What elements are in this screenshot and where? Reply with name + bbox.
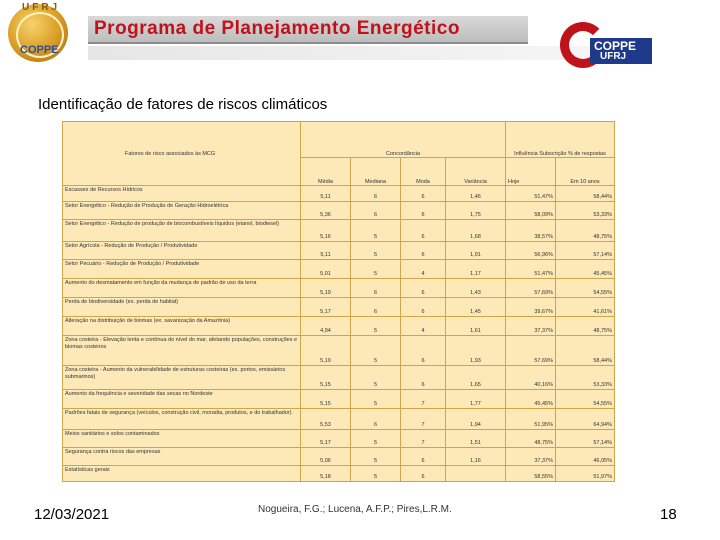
hoje-value: 56,96% — [506, 241, 556, 259]
hoje-value: 51,95% — [506, 408, 556, 429]
table-row — [63, 365, 615, 389]
variancia-header: Variância — [446, 158, 506, 186]
factor-label: Aumento do desmatamento em função da mudança de padrão de uso da terra — [63, 278, 301, 297]
table-row — [63, 297, 615, 316]
variancia-value: 1,45 — [446, 297, 506, 316]
table-row — [63, 465, 615, 481]
media-value: 5,11 — [301, 186, 351, 202]
title-bar — [88, 16, 528, 44]
hoje-value: 48,75% — [506, 430, 556, 448]
media-value: 5,01 — [301, 260, 351, 278]
moda-value: 4 — [401, 317, 446, 336]
mediana-value: 5 — [351, 219, 401, 241]
risk-factors-table — [62, 121, 615, 482]
media-value: 4,94 — [301, 317, 351, 336]
mediana-value: 6 — [351, 202, 401, 219]
media-value: 5,19 — [301, 278, 351, 297]
media-value: 5,18 — [301, 465, 351, 481]
mediana-value: 5 — [351, 317, 401, 336]
factor-label: Segurança contra riscos das empresas — [63, 448, 301, 465]
hoje-value: 58,09% — [506, 202, 556, 219]
variancia-value: 1,77 — [446, 390, 506, 408]
variancia-value: 1,61 — [446, 317, 506, 336]
header-banner — [0, 0, 720, 92]
variancia-value: 1,75 — [446, 202, 506, 219]
hoje-value: 51,47% — [506, 260, 556, 278]
factor-label: Setor Agrícola - Redução de Produção / Produtividade — [63, 241, 301, 259]
mediana-value: 6 — [351, 278, 401, 297]
em-10-anos-value: 54,55% — [556, 278, 615, 297]
mediana-value: 5 — [351, 465, 401, 481]
coppe-logo-box — [590, 38, 652, 64]
factor-label: Perda de biodiversidade (ex. perda de habitat) — [63, 297, 301, 316]
moda-value: 7 — [401, 430, 446, 448]
table-row — [63, 219, 615, 241]
concordancia-header: Concordância — [301, 122, 506, 158]
mediana-value: 5 — [351, 336, 401, 365]
em-10-anos-value: 46,05% — [556, 448, 615, 465]
em-10-anos-value: 64,94% — [556, 408, 615, 429]
em-10-anos-value: 58,44% — [556, 186, 615, 202]
media-value: 5,36 — [301, 202, 351, 219]
logo-left-top-text: UFRJ — [22, 2, 61, 13]
factor-label: Aumento da frequência e severidade das secas no Nordeste — [63, 390, 301, 408]
factor-label: Padrões fatais de segurança (veículos, construção civil, moradia, produtos, e do trabalhador) — [63, 408, 301, 429]
page-number: 18 — [660, 506, 677, 523]
moda-value: 6 — [401, 202, 446, 219]
media-value: 5,15 — [301, 365, 351, 389]
media-value: 5,17 — [301, 430, 351, 448]
variancia-value: 1,68 — [446, 219, 506, 241]
media-value: 5,11 — [301, 241, 351, 259]
factor-label: Setor Pecuário - Redução de Produção / Produtividade — [63, 260, 301, 278]
hoje-value: 45,45% — [506, 390, 556, 408]
factor-label: Setor Energético - Redução de Produção de Geração Hidroelétrica — [63, 202, 301, 219]
media-header: Média — [301, 158, 351, 186]
mediana-value: 5 — [351, 448, 401, 465]
variancia-value: 1,43 — [446, 278, 506, 297]
coppe-logo-sub: UFRJ — [600, 51, 627, 62]
hoje-value: 57,69% — [506, 278, 556, 297]
media-value: 5,06 — [301, 448, 351, 465]
hoje-value: 37,37% — [506, 448, 556, 465]
moda-value: 6 — [401, 278, 446, 297]
variancia-value: 1,94 — [446, 408, 506, 429]
table-row — [63, 186, 615, 202]
mediana-header: Mediana — [351, 158, 401, 186]
influencia-header: Influência Subscrição % de respostas — [506, 122, 615, 158]
em-10-anos-value: 53,33% — [556, 365, 615, 389]
hoje-value: 39,67% — [506, 297, 556, 316]
em-10-anos-value: 53,33% — [556, 202, 615, 219]
variancia-value: 1,17 — [446, 260, 506, 278]
mediana-value: 6 — [351, 186, 401, 202]
factor-label: Alteração na distribuição de biomas (ex. savanização da Amazônia) — [63, 317, 301, 336]
mediana-value: 5 — [351, 430, 401, 448]
moda-header: Moda — [401, 158, 446, 186]
em-10-anos-value: 48,75% — [556, 317, 615, 336]
variancia-value: 1,65 — [446, 365, 506, 389]
table-row — [63, 448, 615, 465]
hoje-value: 38,57% — [506, 219, 556, 241]
media-value: 5,16 — [301, 219, 351, 241]
mediana-value: 6 — [351, 408, 401, 429]
hoje-value: 37,37% — [506, 317, 556, 336]
variancia-value — [446, 465, 506, 481]
mediana-value: 5 — [351, 365, 401, 389]
moda-value: 6 — [401, 448, 446, 465]
coppe-ufrj-logo — [560, 22, 660, 84]
hoje-header: Hoje — [506, 158, 556, 186]
page-title: Identificação de fatores de riscos climáticos — [38, 96, 328, 113]
hoje-value: 40,16% — [506, 365, 556, 389]
moda-value: 6 — [401, 186, 446, 202]
em-10-anos-header: Em 10 anos — [556, 158, 615, 186]
hoje-value: 57,69% — [506, 336, 556, 365]
table-row — [63, 336, 615, 365]
mediana-value: 5 — [351, 241, 401, 259]
em-10-anos-value: 57,14% — [556, 241, 615, 259]
footer-authors: Nogueira, F.G.; Lucena, A.F.P.; Pires,L.R.M. — [258, 504, 452, 515]
em-10-anos-value: 41,61% — [556, 297, 615, 316]
program-title: Programa de Planejamento Energético — [94, 18, 460, 39]
factor-label: Zona costeira - Elevação lenta e contínua do nível do mar, afetando populações, construções e biomas costeiros — [63, 336, 301, 365]
table-body — [63, 186, 615, 482]
hoje-value: 58,55% — [506, 465, 556, 481]
em-10-anos-value: 51,97% — [556, 465, 615, 481]
factor-label: Escassez de Recursos Hídricos — [63, 186, 301, 202]
factor-column-header: Fatores de risco associados às MCG — [63, 122, 301, 186]
factor-label: Setor Energético - Redução de produção de biocombustíveis líquidos (etanol, biodiesel) — [63, 219, 301, 241]
moda-value: 4 — [401, 260, 446, 278]
table-row — [63, 317, 615, 336]
em-10-anos-value: 57,14% — [556, 430, 615, 448]
media-value: 5,19 — [301, 336, 351, 365]
moda-value: 6 — [401, 365, 446, 389]
table-row — [63, 241, 615, 259]
factor-label: Estatísticas gerais — [63, 465, 301, 481]
table-row — [63, 202, 615, 219]
moda-value: 6 — [401, 297, 446, 316]
variancia-value: 1,93 — [446, 336, 506, 365]
table-row — [63, 260, 615, 278]
table-row — [63, 430, 615, 448]
factor-label: Zona costeira - Aumento da vulnerabilidade de estruturas costeiras (ex. portos, emissários submarinos) — [63, 365, 301, 389]
variancia-value: 1,46 — [446, 186, 506, 202]
ufrj-coppe-logo — [8, 4, 68, 62]
logo-left-bottom-text: COPPE — [20, 44, 59, 56]
table-row — [63, 390, 615, 408]
moda-value: 6 — [401, 465, 446, 481]
media-value: 5,15 — [301, 390, 351, 408]
media-value: 5,53 — [301, 408, 351, 429]
mediana-value: 5 — [351, 260, 401, 278]
em-10-anos-value: 45,45% — [556, 260, 615, 278]
variancia-value: 1,91 — [446, 241, 506, 259]
moda-value: 6 — [401, 241, 446, 259]
mediana-value: 6 — [351, 297, 401, 316]
footer-date: 12/03/2021 — [34, 506, 110, 523]
variancia-value: 1,51 — [446, 430, 506, 448]
moda-value: 6 — [401, 336, 446, 365]
media-value: 5,17 — [301, 297, 351, 316]
em-10-anos-value: 54,55% — [556, 390, 615, 408]
em-10-anos-value: 48,75% — [556, 219, 615, 241]
mediana-value: 5 — [351, 390, 401, 408]
moda-value: 7 — [401, 408, 446, 429]
hoje-value: 51,47% — [506, 186, 556, 202]
em-10-anos-value: 58,44% — [556, 336, 615, 365]
coppe-logo-name: COPPE — [594, 39, 637, 53]
variancia-value: 1,16 — [446, 448, 506, 465]
table-row — [63, 408, 615, 429]
factor-label: Meios sanitários e solos contaminados — [63, 430, 301, 448]
table-row — [63, 278, 615, 297]
moda-value: 7 — [401, 390, 446, 408]
moda-value: 6 — [401, 219, 446, 241]
